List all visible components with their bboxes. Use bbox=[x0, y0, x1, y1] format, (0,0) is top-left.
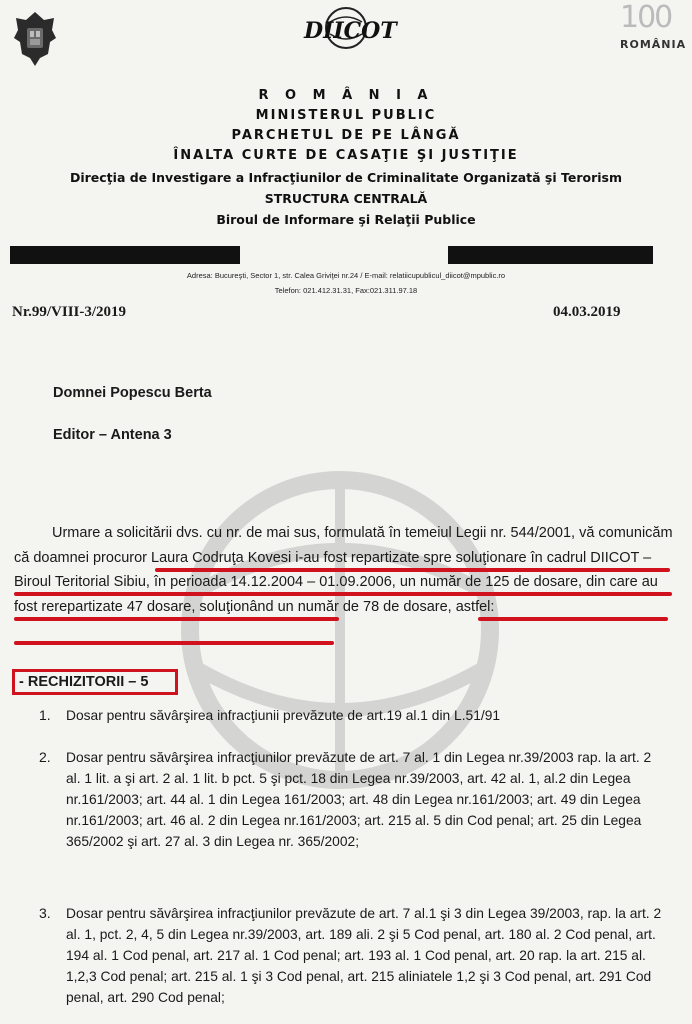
redaction-bar-left bbox=[10, 246, 240, 264]
list-item-text: Dosar pentru săvârşirea infracţiunilor prevăzute de art. 7 al.1 şi 3 din Legea 39/2003, rap. la art. 2 al. 1, pct. 2, 4, 5 din Legea nr.39/2003, art. 189 ali. 2 şi 5 Cod penal, art. 180 al. 2 Cod penal, art. 194 al. 1 Cod penal, art. 217 al. 1 Cod penal; art. 193 al. 1 Cod penal, art. 20 rap. la art. 215 al. 1,2,3 Cod penal; art. 215 al. 1 şi 3 Cod penal, art. 215 aliniatele 1,2 şi 3 Cod penal, art. 291 Cod penal, art. 290 Cod penal; bbox=[66, 906, 662, 1005]
highlight-underline bbox=[14, 617, 339, 621]
header-parchet: PARCHETUL DE PE LÂNGĂ bbox=[231, 128, 461, 143]
highlight-underline bbox=[14, 592, 672, 596]
header-address: Adresa: Bucureşti, Sector 1, str. Calea Griviţei nr.24 / E-mail: relatiicupublicul_diicot@mpublic.ro bbox=[186, 271, 506, 280]
header-country: R O M Â N I A bbox=[258, 88, 434, 103]
intro-paragraph: Urmare a solicitării dvs. cu nr. de mai sus, formulată în temeiul Legii nr. 544/2001, vă comunicăm că doamnei procuror Laura Codruţa Kovesi i-au fost repartizate spre soluţionare în cadrul DIICOT – Biroul Teritorial Sibiu, în perioada 14.12.2004 – 01.09.2006, un număr de 125 de dosare, din care au fost rerepartizate 47 dosare, soluţionând un număr de 78 de dosare, astfel: bbox=[14, 525, 673, 615]
diicot-logo bbox=[300, 4, 397, 56]
header-court: ÎNALTA CURTE DE CASAŢIE ŞI JUSTIŢIE bbox=[173, 148, 519, 163]
section-title: - RECHIZITORII – 5 bbox=[19, 674, 149, 690]
highlight-underline bbox=[478, 617, 668, 621]
redaction-bar-right bbox=[448, 246, 653, 264]
header-phone: Telefon: 021.412.31.31, Fax:021.311.97.18 bbox=[274, 286, 418, 295]
centenary-label: ROMÂNIA bbox=[620, 38, 687, 51]
header-office: Biroul de Informare şi Relaţii Publice bbox=[216, 212, 476, 227]
romania-centenary-logo bbox=[614, 0, 692, 62]
list-item-text: Dosar pentru săvârşirea infracţiunilor prevăzute de art. 7 al. 1 din Legea nr.39/2003 rap. la art. 2 al. 1 lit. a şi art. 2 al. 1 lit. b pct. 5 şi pct. 18 din Legea nr.39/2003, art. 42 al. 1, al.2 din Legea nr.161/2003; art. 44 al. 1 din Legea 161/2003; art. 48 din Legea nr.161/2003; art. 49 din Legea nr.161/2003; art. 46 al. 2 din Legea nr.161/2003; art. 215 al. 5 din Cod penal; art. 25 din Legea 365/2002 şi art. 27 al. 3 din Legea nr. 365/2002; bbox=[66, 750, 652, 849]
header-ministry: MINISTERUL PUBLIC bbox=[255, 108, 437, 123]
highlight-underline bbox=[14, 641, 334, 645]
addressee-role: Editor – Antena 3 bbox=[53, 427, 172, 443]
list-item-text: Dosar pentru săvârşirea infracţiunii prevăzute de art.19 al.1 din L.51/91 bbox=[66, 708, 501, 723]
addressee-name: Domnei Popescu Berta bbox=[53, 385, 212, 401]
header-directorate: Direcţia de Investigare a Infracţiunilor de Criminalitate Organizată şi Terorism bbox=[69, 170, 623, 185]
centenary-number: 100 bbox=[620, 0, 672, 35]
list-item-number: 3. bbox=[39, 905, 51, 921]
highlight-underline bbox=[155, 568, 670, 572]
header-structure: STRUCTURA CENTRALĂ bbox=[264, 191, 428, 206]
list-item-number: 2. bbox=[39, 749, 51, 765]
document-date: 04.03.2019 bbox=[553, 304, 621, 320]
diicot-logo-text: DIICOT bbox=[304, 18, 397, 44]
registration-number: Nr.99/VIII-3/2019 bbox=[12, 304, 127, 320]
romania-coat-of-arms-logo bbox=[10, 8, 60, 70]
list-item-number: 1. bbox=[39, 707, 51, 723]
